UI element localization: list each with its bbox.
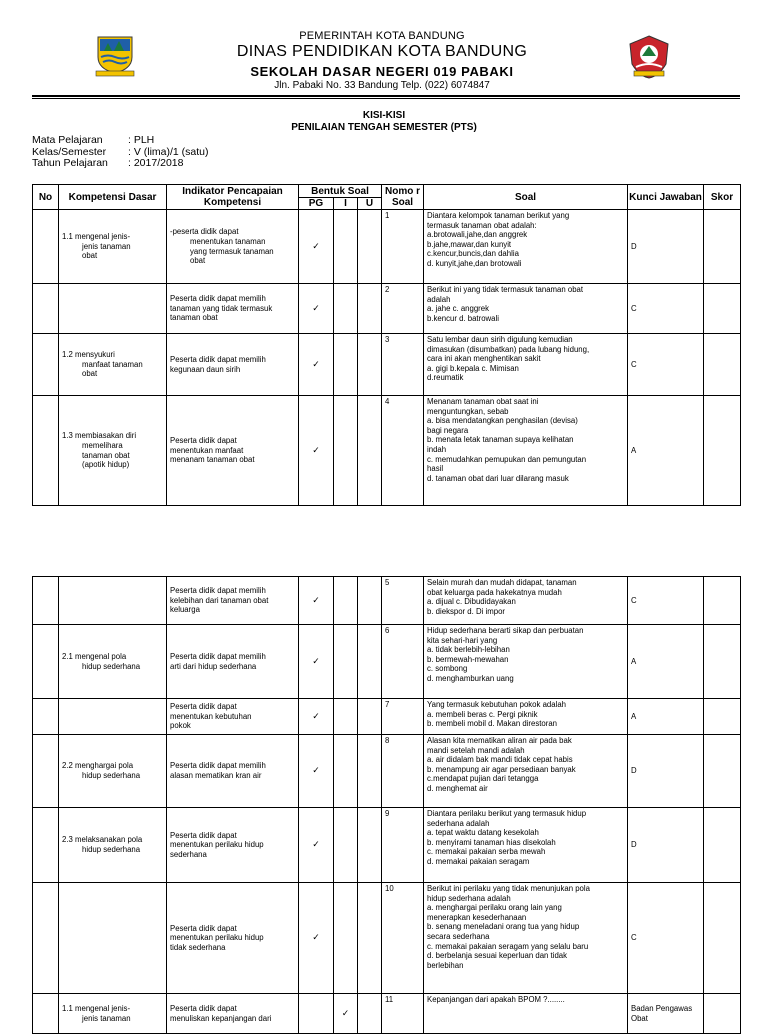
soal-line: mandi setelah mandi adalah	[427, 745, 525, 755]
soal-line: bagi negara	[427, 425, 469, 435]
soal-line: d. tanaman obat dari luar dilarang masuk	[427, 473, 569, 483]
skor-cell	[704, 625, 741, 699]
soal-cell	[424, 808, 628, 883]
school-name: SEKOLAH DASAR NEGERI 019 PABAKI	[250, 64, 514, 79]
skor-cell	[704, 334, 741, 396]
kunci-jawaban-cell: C	[628, 577, 704, 625]
soal-line: Alasan kita mematikan aliran air pada bak	[427, 736, 572, 745]
nomor-soal-cell: 3	[382, 334, 424, 396]
soal-cell	[424, 699, 628, 735]
i-cell	[334, 210, 358, 284]
soal-line: d.reumatik	[427, 373, 464, 383]
soal-line: Diantara perilaku berikut yang termasuk hidup	[427, 809, 587, 818]
soal-line: kita sehari-hari yang	[427, 635, 498, 645]
i-cell	[334, 396, 358, 506]
indikator-line: obat	[190, 256, 206, 266]
soal-line: Kepanjangan dari apakah BPOM ?........	[427, 995, 565, 1004]
u-cell	[358, 577, 382, 625]
kompetensi-dasar-cell	[59, 210, 167, 284]
indikator-line: tanaman obat	[170, 313, 218, 323]
i-cell	[334, 625, 358, 699]
soal-line: adalah	[427, 294, 451, 304]
indikator-line: Peserta didik dapat memilih	[170, 761, 266, 771]
kunci-jawaban-cell: D	[628, 735, 704, 808]
soal-line: a. jahe c. anggrek	[427, 304, 489, 314]
indikator-line: menanam tanaman obat	[170, 455, 255, 465]
nomor-soal-cell: 9	[382, 808, 424, 883]
kunci-jawaban-cell: C	[628, 334, 704, 396]
table-row	[33, 625, 741, 699]
indikator-cell	[167, 994, 299, 1034]
indikator-line: Peserta didik dapat	[170, 830, 237, 840]
soal-line: c. memudahkan pemupukan dan pemungutan	[427, 454, 587, 464]
indikator-line: tidak sederhana	[170, 942, 226, 952]
indikator-cell	[167, 284, 299, 334]
kompetensi-dasar-line: 1.1 mengenal jenis-	[62, 232, 131, 242]
soal-cell	[424, 210, 628, 284]
soal-line: d. menghemat air	[427, 783, 488, 793]
col-header-no: No	[33, 185, 59, 210]
pg-cell: ✓	[299, 396, 334, 506]
indikator-line: menentukan perilaku hidup	[170, 840, 264, 850]
soal-line: a. dijual c. Dibudidayakan	[427, 597, 516, 607]
col-header-soal: Soal	[424, 185, 628, 210]
soal-line: menguntungkan, sebab	[427, 406, 509, 416]
indikator-line: menentukan tanaman	[190, 236, 266, 246]
indikator-line: kegunaan daun sirih	[170, 364, 241, 374]
i-cell	[334, 334, 358, 396]
table-row	[33, 994, 741, 1034]
indikator-cell	[167, 210, 299, 284]
indikator-cell	[167, 699, 299, 735]
nomor-soal-cell: 7	[382, 699, 424, 735]
soal-cell	[424, 994, 628, 1034]
row-number-cell	[33, 625, 59, 699]
soal-line: a.brotowali,jahe,dan anggrek	[427, 230, 528, 240]
kompetensi-dasar-line: obat	[82, 251, 98, 261]
table-row	[33, 396, 741, 506]
kompetensi-dasar-line: 2.1 mengenal pola	[62, 651, 127, 661]
kompetensi-dasar-line: (apotik hidup)	[82, 460, 130, 470]
soal-line: b. bermewah-mewahan	[427, 654, 509, 664]
skor-cell	[704, 699, 741, 735]
pg-cell	[299, 994, 334, 1034]
province-emblem-icon	[626, 34, 672, 80]
department-name: DINAS PENDIDIKAN KOTA BANDUNG	[236, 43, 528, 60]
header-divider	[32, 95, 740, 97]
pg-cell: ✓	[299, 808, 334, 883]
table-row	[33, 577, 741, 625]
soal-line: obat keluarga pada hakekatnya mudah	[427, 587, 562, 597]
u-cell	[358, 334, 382, 396]
kompetensi-dasar-cell	[59, 883, 167, 994]
kompetensi-dasar-line: 2.3 melaksanakan pola	[62, 835, 143, 845]
skor-cell	[704, 808, 741, 883]
soal-line: c. memakai pakaian serba mewah	[427, 847, 546, 857]
meta-label: Tahun Pelajaran	[32, 157, 108, 169]
doc-title: KISI-KISI	[362, 110, 406, 121]
soal-line: a. air didalam bak mandi tidak cepat habis	[427, 755, 573, 765]
city-emblem-icon	[92, 33, 138, 77]
row-number-cell	[33, 396, 59, 506]
indikator-line: menentukan perilaku hidup	[170, 933, 264, 943]
col-header-kunci: Kunci Jawaban	[628, 185, 704, 210]
soal-line: d. memakai pakaian seragam	[427, 856, 530, 866]
indikator-line: kelebihan dari tanaman obat	[170, 595, 269, 605]
government-name: PEMERINTAH KOTA BANDUNG	[299, 30, 465, 42]
nomor-soal-cell: 4	[382, 396, 424, 506]
i-cell: ✓	[334, 994, 358, 1034]
soal-cell	[424, 883, 628, 994]
indikator-line: Peserta didik dapat memilih	[170, 294, 266, 304]
soal-line: b. membeli mobil d. Makan direstoran	[427, 719, 558, 729]
soal-line: c.kencur,buncis,dan dahlia	[427, 249, 519, 259]
col-header-skor: Skor	[704, 185, 741, 210]
soal-cell	[424, 334, 628, 396]
soal-line: c. sombong	[427, 664, 468, 674]
indikator-line: pokok	[170, 721, 191, 731]
soal-line: berlebihan	[427, 960, 464, 970]
row-number-cell	[33, 735, 59, 808]
pg-cell: ✓	[299, 625, 334, 699]
soal-line: indah	[427, 444, 447, 454]
col-header-nomor-soal: Nomo r Soal	[382, 185, 424, 210]
skor-cell	[704, 883, 741, 994]
kompetensi-dasar-line: jenis tanaman	[82, 241, 131, 251]
kompetensi-dasar-line: hidup sederhana	[82, 845, 141, 854]
kompetensi-dasar-cell	[59, 396, 167, 506]
pg-cell: ✓	[299, 883, 334, 994]
kisi-kisi-table-page2	[32, 576, 741, 1034]
soal-line: d. menghamburkan uang	[427, 673, 514, 683]
row-number-cell	[33, 577, 59, 625]
indikator-line: Peserta didik dapat memilih	[170, 354, 266, 364]
soal-line: a. bisa mendatangkan penghasilan (devisa)	[427, 416, 578, 426]
table-row	[33, 699, 741, 735]
kompetensi-dasar-cell	[59, 284, 167, 334]
soal-line: Selain murah dan mudah didapat, tanaman	[427, 578, 577, 587]
i-cell	[334, 577, 358, 625]
indikator-line: menentukan kebutuhan	[170, 711, 252, 721]
u-cell	[358, 735, 382, 808]
i-cell	[334, 284, 358, 334]
soal-line: cara ini akan menghentikan sakit	[427, 354, 541, 364]
skor-cell	[704, 284, 741, 334]
soal-line: a. menghargai perilaku orang lain yang	[427, 903, 562, 913]
meta-value: : 2017/2018	[128, 157, 184, 169]
kompetensi-dasar-cell	[59, 808, 167, 883]
nomor-soal-cell: 5	[382, 577, 424, 625]
soal-line: a. gigi b.kepala c. Mimisan	[427, 363, 519, 373]
school-address: Jln. Pabaki No. 33 Bandung Telp. (022) 6074847	[274, 80, 490, 91]
row-number-cell	[33, 699, 59, 735]
indikator-cell	[167, 808, 299, 883]
soal-line: b.kencur d. batrowali	[427, 313, 499, 323]
kunci-jawaban-cell: D	[628, 808, 704, 883]
indikator-line: Peserta didik dapat memilih	[170, 586, 266, 596]
kunci-jawaban-cell: Badan Pengawas Obat	[628, 994, 704, 1034]
soal-line: hidup sederhana adalah	[427, 893, 511, 903]
kisi-kisi-table-page1	[32, 184, 741, 506]
soal-cell	[424, 396, 628, 506]
indikator-line: Peserta didik dapat memilih	[170, 651, 266, 661]
indikator-cell	[167, 577, 299, 625]
kompetensi-dasar-line: memelihara	[82, 440, 123, 450]
kompetensi-dasar-cell	[59, 334, 167, 396]
col-header-indikator: Indikator Pencapaian Kompetensi	[167, 185, 299, 210]
i-cell	[334, 735, 358, 808]
soal-line: a. tepat waktu datang kesekolah	[427, 828, 539, 838]
letterhead	[0, 0, 768, 100]
indikator-cell	[167, 883, 299, 994]
kompetensi-dasar-line: 2.2 menghargai pola	[62, 761, 134, 771]
indikator-line: menentukan manfaat	[170, 445, 244, 455]
meta-label: Mata Pelajaran	[32, 134, 103, 146]
soal-line: b. menyirami tanaman hias disekolah	[427, 837, 556, 847]
soal-cell	[424, 577, 628, 625]
soal-line: c.mendapat pujian dari tetangga	[427, 774, 539, 784]
kompetensi-dasar-line: 1.3 membiasakan diri	[62, 431, 137, 441]
pg-cell: ✓	[299, 334, 334, 396]
indikator-cell	[167, 334, 299, 396]
col-header-pg: PG	[299, 198, 334, 210]
kompetensi-dasar-line: hidup sederhana	[82, 771, 141, 780]
u-cell	[358, 284, 382, 334]
soal-line: hasil	[427, 464, 444, 474]
meta-label: Kelas/Semester	[32, 145, 107, 158]
col-header-i: I	[334, 198, 358, 210]
kompetensi-dasar-cell	[59, 994, 167, 1034]
indikator-line: Peserta didik dapat	[170, 923, 237, 933]
soal-line: b.jahe,mawar,dan kunyit	[427, 239, 512, 249]
kunci-jawaban-cell: A	[628, 396, 704, 506]
table-body	[33, 210, 741, 506]
soal-line: Berikut ini yang tidak termasuk tanaman obat	[427, 285, 584, 294]
u-cell	[358, 883, 382, 994]
pg-cell: ✓	[299, 735, 334, 808]
nomor-soal-cell: 10	[382, 883, 424, 994]
soal-line: Satu lembar daun sirih digulung kemudian	[427, 335, 573, 344]
row-number-cell	[33, 284, 59, 334]
skor-cell	[704, 994, 741, 1034]
soal-line: Hidup sederhana berarti sikap dan perbuatan	[427, 626, 584, 635]
u-cell	[358, 994, 382, 1034]
u-cell	[358, 699, 382, 735]
soal-line: a. membeli beras c. Pergi piknik	[427, 709, 538, 719]
soal-line: Yang termasuk kebutuhan pokok adalah	[427, 700, 566, 709]
skor-cell	[704, 396, 741, 506]
pg-cell: ✓	[299, 699, 334, 735]
indikator-line: yang termasuk tanaman	[190, 246, 274, 256]
document-meta	[32, 135, 209, 170]
table-row	[33, 284, 741, 334]
meta-value: : PLH	[128, 134, 155, 146]
kompetensi-dasar-line: 1.1 mengenal jenis-	[62, 1003, 131, 1013]
indikator-line: tanaman yang tidak termasuk	[170, 303, 273, 313]
indikator-line: arti dari hidup sederhana	[170, 661, 257, 671]
header-divider-thin	[32, 98, 740, 99]
skor-cell	[704, 735, 741, 808]
u-cell	[358, 625, 382, 699]
pg-cell: ✓	[299, 284, 334, 334]
table-row	[33, 210, 741, 284]
soal-cell	[424, 735, 628, 808]
nomor-soal-cell: 11	[382, 994, 424, 1034]
kompetensi-dasar-line: hidup sederhana	[82, 661, 141, 671]
kompetensi-dasar-line: 1.2 mensyukuri	[62, 350, 115, 360]
soal-line: Diantara kelompok tanaman berikut yang	[427, 211, 570, 220]
u-cell	[358, 808, 382, 883]
soal-line: a. tidak berlebih-lebihan	[427, 645, 510, 655]
soal-line: Menanam tanaman obat saat ini	[427, 397, 539, 406]
col-header-kd: Kompetensi Dasar	[59, 185, 167, 210]
kunci-jawaban-cell: D	[628, 210, 704, 284]
indikator-line: sederhana	[170, 849, 207, 859]
soal-line: termasuk tanaman obat adalah:	[427, 220, 537, 230]
nomor-soal-cell: 8	[382, 735, 424, 808]
indikator-cell	[167, 735, 299, 808]
indikator-line: -peserta didik dapat	[170, 227, 239, 237]
row-number-cell	[33, 334, 59, 396]
nomor-soal-cell: 2	[382, 284, 424, 334]
kompetensi-dasar-line: jenis tanaman	[82, 1013, 131, 1023]
soal-line: d. kunyit,jahe,dan brotowali	[427, 258, 522, 268]
soal-cell	[424, 284, 628, 334]
nomor-soal-cell: 1	[382, 210, 424, 284]
row-number-cell	[33, 210, 59, 284]
indikator-line: keluarga	[170, 605, 200, 615]
i-cell	[334, 883, 358, 994]
table-row	[33, 883, 741, 994]
soal-line: b. diekspor d. Di impor	[427, 606, 505, 616]
kunci-jawaban-cell: A	[628, 699, 704, 735]
pg-cell: ✓	[299, 210, 334, 284]
nomor-soal-cell: 6	[382, 625, 424, 699]
soal-cell	[424, 625, 628, 699]
soal-line: secara sederhana	[427, 931, 490, 941]
kompetensi-dasar-cell	[59, 735, 167, 808]
indikator-cell	[167, 625, 299, 699]
skor-cell	[704, 577, 741, 625]
meta-row	[32, 158, 209, 170]
soal-line: d. berbelanja sesuai keperluan dan tidak	[427, 951, 568, 961]
u-cell	[358, 396, 382, 506]
soal-line: b. menata letak tanaman supaya kelihatan	[427, 435, 574, 445]
kunci-jawaban-cell: A	[628, 625, 704, 699]
meta-value: : V (lima)/1 (satu)	[128, 145, 209, 158]
col-header-bentuk-soal: Bentuk Soal	[299, 185, 382, 198]
col-header-u: U	[358, 198, 382, 210]
indikator-line: alasan mematikan kran air	[170, 771, 262, 780]
i-cell	[334, 808, 358, 883]
doc-subtitle: PENILAIAN TENGAH SEMESTER (PTS)	[291, 122, 477, 133]
soal-line: sederhana adalah	[427, 818, 490, 828]
soal-line: menerapkan kesederhanaan	[427, 912, 527, 922]
u-cell	[358, 210, 382, 284]
row-number-cell	[33, 883, 59, 994]
indikator-cell	[167, 396, 299, 506]
kompetensi-dasar-cell	[59, 699, 167, 735]
table-body	[33, 577, 741, 1034]
soal-line: Berikut ini perilaku yang tidak menunjukan pola	[427, 884, 590, 893]
soal-line: dimasukan (disumbatkan) pada lubang hidung,	[427, 344, 590, 354]
table-row	[33, 334, 741, 396]
kunci-jawaban-cell: C	[628, 883, 704, 994]
indikator-line: Peserta didik dapat	[170, 436, 237, 446]
kunci-jawaban-cell: C	[628, 284, 704, 334]
kompetensi-dasar-line: manfaat tanaman	[82, 359, 143, 369]
table-row	[33, 735, 741, 808]
kompetensi-dasar-cell	[59, 577, 167, 625]
soal-line: b. senang meneladani orang tua yang hidup	[427, 922, 580, 932]
kompetensi-dasar-cell	[59, 625, 167, 699]
indikator-line: menuliskan kepanjangan dari	[170, 1013, 272, 1023]
kompetensi-dasar-line: obat	[82, 369, 98, 379]
pg-cell: ✓	[299, 577, 334, 625]
meta-row	[32, 135, 209, 147]
soal-line: c. memakai pakaian seragam yang selalu baru	[427, 941, 589, 951]
i-cell	[334, 699, 358, 735]
table-row	[33, 808, 741, 883]
indikator-line: Peserta didik dapat	[170, 1003, 237, 1013]
row-number-cell	[33, 808, 59, 883]
skor-cell	[704, 210, 741, 284]
row-number-cell	[33, 994, 59, 1034]
soal-line: b. menampung air agar persediaan banyak	[427, 764, 576, 774]
indikator-line: Peserta didik dapat	[170, 702, 237, 712]
kompetensi-dasar-line: tanaman obat	[82, 450, 130, 460]
